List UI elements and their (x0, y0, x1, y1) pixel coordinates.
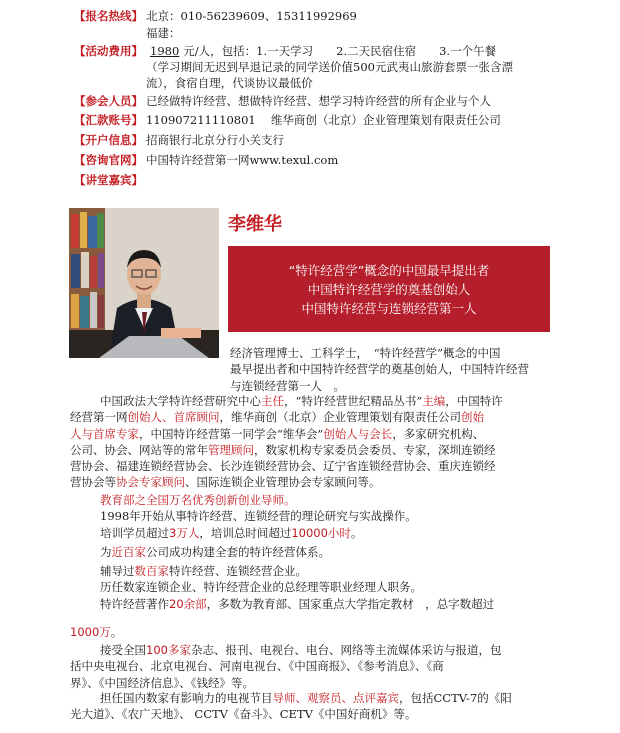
media-line-2: 括中央电视台、北京电视台、河南电视台、《中国商报》、《参考消息》、《商 (70, 659, 444, 674)
bio-text: ，多家研究机构、 (392, 426, 485, 441)
tutor-line: 教育部之全国万名优秀创新创业导师。 (100, 493, 296, 507)
media-line-3: 界》、《中国经济信息》、《钱经》等。 (70, 675, 254, 690)
fee-line3: 流），食宿自理，代谈协议最低价 (146, 76, 313, 90)
fee-row (74, 43, 496, 59)
bio-highlight: 协会专家顾问 (116, 475, 185, 490)
intro-line-3: 与连锁经营第一人 。 (230, 378, 345, 393)
bio-text: ，多数为教育部、国家重点大学指定教材 ，总字数超过 (206, 596, 495, 611)
account-value: 110907211110801 维华商创（北京）企业管理策划有限责任公司 (146, 113, 501, 127)
bank-row (74, 132, 284, 148)
bio-highlight: 创始 (461, 410, 484, 425)
banner-line-1: “特许经营学”概念的中国最早提出者 (288, 262, 490, 278)
bio-text: 公司成功构建全套的特许经营体系。 (146, 544, 330, 559)
guest-label: 【讲堂嘉宾】 (74, 173, 143, 187)
fee-text: 元/人，包括：1.一天学习 2.二天民宿住宿 3.一个午餐 (183, 44, 497, 58)
website-label: 【咨询官网】 (74, 153, 143, 167)
attendees-label: 【参会人员】 (74, 94, 143, 108)
bio-highlight: 管理顾问 (208, 442, 254, 457)
bio-text: 特许经营、连锁经营企业。 (169, 564, 307, 579)
bio-line-1 (70, 393, 550, 409)
bio-text: 营协会等 (70, 475, 116, 490)
bio-text: 接受全国 (100, 643, 146, 657)
help-line (100, 544, 550, 560)
bio-text: 公司、协会、网站等的常年 (70, 442, 208, 457)
fee-label: 【活动费用】 (74, 44, 143, 58)
bio-highlight: 人与首席专家 (70, 426, 139, 441)
coach-line (100, 563, 550, 579)
fee-amount: 1980 (150, 44, 180, 58)
hotline-value: 北京：010-56239609、15311992969 (146, 9, 357, 23)
website-row (74, 152, 338, 168)
bio-text: ，中国特许 (445, 394, 503, 408)
bio-text: 中国政法大学特许经营研究中心 (100, 394, 261, 408)
speaker-bio (70, 393, 550, 491)
books-total (70, 624, 550, 640)
attendees-row (74, 93, 491, 109)
bio-highlight: 3万人 (169, 525, 200, 540)
speaker-achievements (100, 492, 550, 612)
bio-text: ，维华商创（北京）企业管理策划有限责任公司 (219, 410, 461, 425)
since-line: 1998年开始从事特许经营、连锁经营的理论研究与实战操作。 (100, 509, 417, 524)
bio-highlight: 主任 (261, 394, 284, 408)
bio-line-2 (70, 409, 550, 425)
bio-highlight: 创始人、首席顾问 (127, 410, 220, 425)
bio-text: ，培训总时间超过 (199, 525, 292, 540)
media-line-1 (70, 642, 550, 658)
bio-text: 杂志、报刊、电视台、电台、网络等主流媒体采访与报道，包 (190, 643, 502, 657)
bio-highlight: 20余部 (169, 596, 207, 611)
bio-highlight: 1000万 (70, 625, 111, 639)
bio-text: 。 (110, 625, 123, 639)
bio-text: 为 (100, 544, 112, 559)
guest-row (74, 172, 146, 188)
bio-highlight: 创始人与会长 (323, 426, 393, 441)
account-row (74, 112, 501, 128)
bio-text: ，包括CCTV-7的《阳 (399, 691, 512, 705)
media-paragraph (70, 642, 550, 691)
bio-text: 经营第一网 (70, 410, 128, 425)
bio-text: 辅导过 (100, 564, 135, 579)
website-value: 中国特许经营第一网www.texul.com (146, 153, 339, 167)
train-line (100, 525, 550, 541)
tv-line-1 (70, 690, 550, 706)
bio-text: 、国际连锁企业管理协会专家顾问等。 (185, 475, 381, 490)
bank-label: 【开户信息】 (74, 133, 143, 147)
hotline-extra: 福建： (146, 26, 181, 40)
bio-line-6 (70, 474, 550, 490)
speaker-name: 李维华 (228, 214, 282, 235)
bio-line-3 (70, 426, 550, 442)
speaker-intro (230, 345, 560, 394)
banner-line-3: 中国特许经营与连锁经营第一人 (301, 300, 477, 316)
tv-paragraph (70, 690, 550, 723)
bio-text: 担任国内数家有影响力的电视节目 (100, 691, 273, 705)
attendees-value: 已经做特许经营、想做特许经营、想学习特许经营的所有企业与个人 (146, 94, 491, 108)
bio-highlight: 近百家 (111, 544, 146, 559)
bio-text: ，中国特许经营第一同学会“维华会” (139, 426, 324, 441)
exec-line: 历任数家连锁企业、特许经营企业的总经理等职业经理人职务。 (100, 580, 422, 595)
intro-line-2: 最早提出者和中国特许经营学的奠基创始人，中国特许经营 (230, 362, 529, 377)
speaker-photo (69, 208, 219, 358)
bio-text: ，“特许经营世纪精品丛书” (284, 394, 423, 408)
books-line (100, 596, 550, 612)
bio-highlight: 100多家 (146, 643, 191, 657)
bio-highlight: 数百家 (134, 564, 169, 579)
tv-line-2: 光大道》、《农广天地》、 CCTV《奋斗》、CETV《中国好商机》等。 (70, 707, 417, 722)
bio-highlight: 主编 (422, 394, 446, 408)
intro-line-1: 经济管理博士、工科学士， “特许经营学”概念的中国 (230, 346, 501, 360)
bio-highlight: 10000小时 (291, 525, 351, 540)
account-label: 【汇款账号】 (74, 113, 143, 127)
speaker-banner (228, 246, 550, 332)
bio-line-4 (70, 442, 550, 458)
bio-text: 特许经营著作 (100, 596, 169, 611)
bio-text: 。 (350, 525, 363, 540)
bio-line-5: 营协会、福建连锁经营协会、长沙连锁经营协会、辽宁省连锁经营协会、重庆连锁经 (70, 459, 496, 474)
banner-line-2: 中国特许经营学的奠基创始人 (307, 281, 471, 297)
bio-text: 培训学员超过 (100, 525, 169, 540)
bio-highlight: 导师、观察员、点评嘉宾 (272, 691, 399, 705)
hotline-label: 【报名热线】 (74, 9, 143, 23)
bank-value: 招商银行北京分行小关支行 (146, 133, 284, 147)
bio-text: ，数家机构专家委员会委员、专家，深圳连锁经 (254, 442, 496, 457)
fee-line2: （学习期间无迟到早退记录的同学送价值500元武夷山旅游套票一张含漂 (146, 60, 513, 74)
hotline-row (74, 8, 357, 24)
